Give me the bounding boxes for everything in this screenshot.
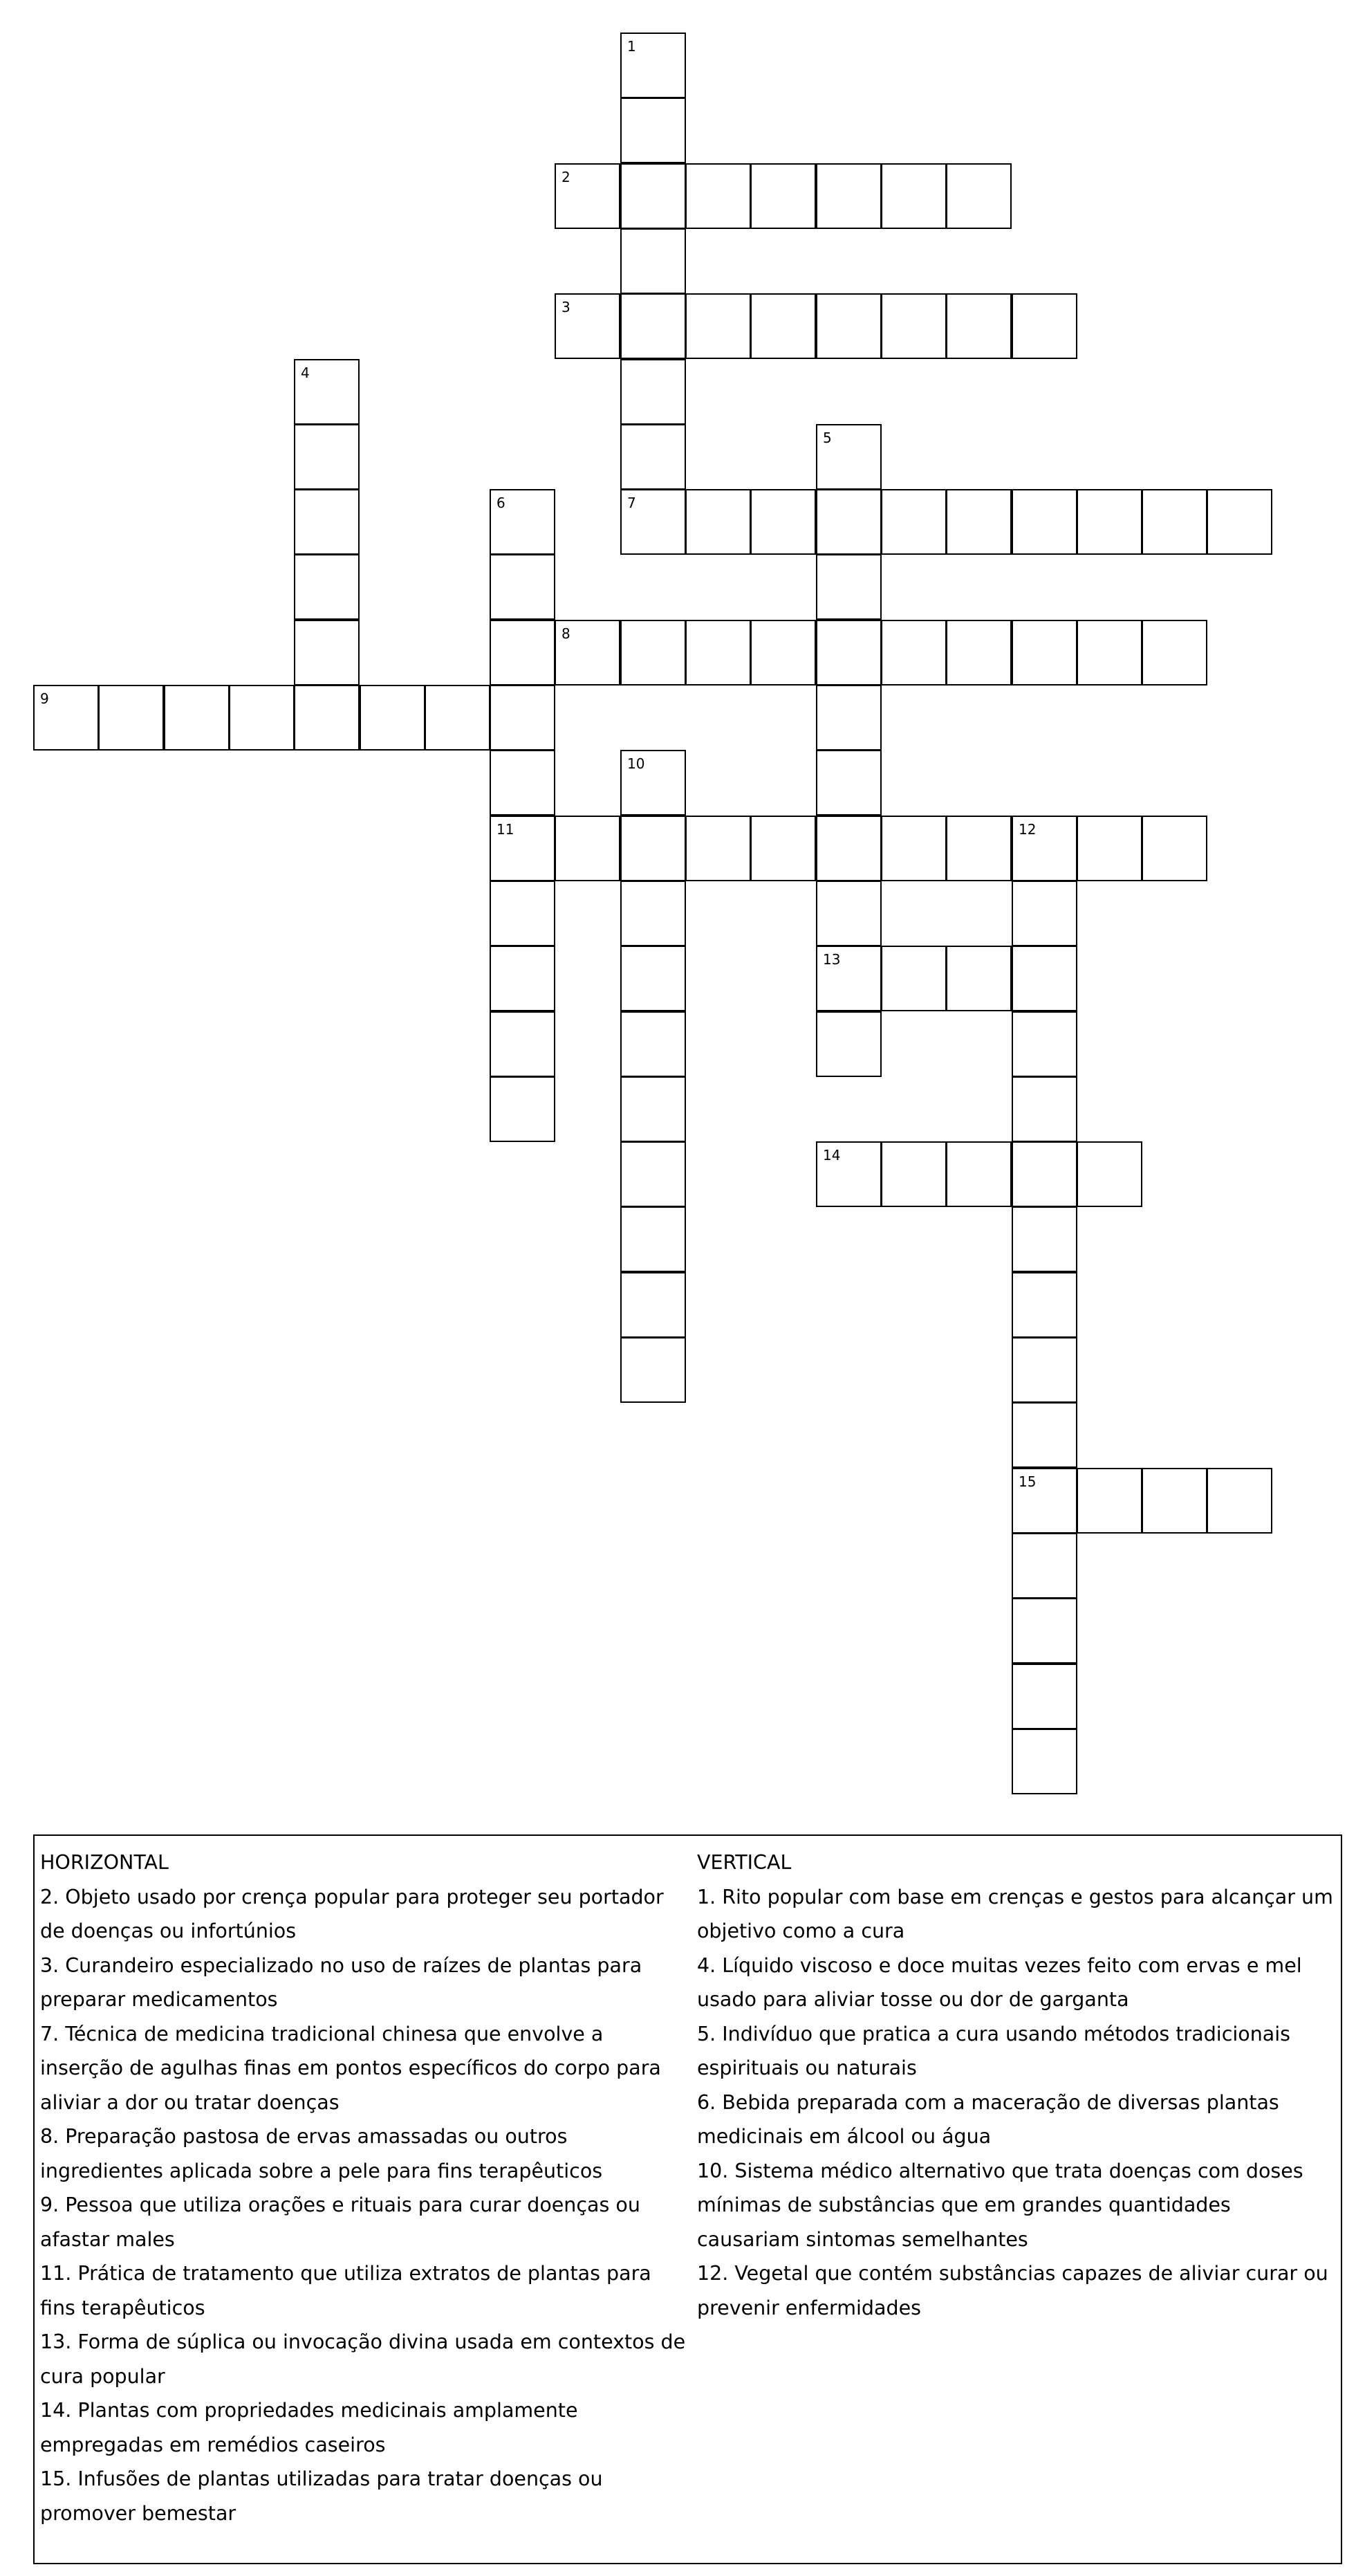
crossword-cell[interactable] bbox=[294, 359, 360, 425]
crossword-cell[interactable] bbox=[1142, 620, 1207, 686]
crossword-cell[interactable] bbox=[946, 293, 1012, 359]
crossword-cell[interactable] bbox=[881, 1141, 947, 1207]
clue-number: 2 bbox=[561, 169, 570, 185]
crossword-cell[interactable] bbox=[1012, 816, 1077, 881]
crossword-cell[interactable] bbox=[881, 293, 947, 359]
crossword-cell[interactable] bbox=[620, 424, 686, 490]
crossword-cell[interactable] bbox=[1012, 1598, 1077, 1664]
crossword-cell[interactable] bbox=[946, 816, 1012, 881]
clue-number: 15 bbox=[1019, 1473, 1037, 1490]
crossword-cell[interactable] bbox=[294, 489, 360, 555]
crossword-cell[interactable] bbox=[490, 620, 555, 686]
crossword-cell[interactable] bbox=[229, 685, 295, 751]
crossword-cell[interactable] bbox=[816, 1141, 882, 1207]
crossword-cell[interactable] bbox=[816, 424, 882, 490]
vertical-title: VERTICAL bbox=[697, 1851, 792, 1874]
crossword-cell[interactable] bbox=[1012, 1468, 1077, 1534]
vertical-clues bbox=[697, 1846, 1333, 2325]
crossword-cell[interactable] bbox=[490, 554, 555, 620]
horizontal-clues bbox=[40, 1846, 690, 2530]
crossword-cell[interactable] bbox=[750, 816, 816, 881]
crossword-cell[interactable] bbox=[816, 1011, 882, 1077]
crossword-cell[interactable] bbox=[1012, 489, 1077, 555]
crossword-cell[interactable] bbox=[816, 554, 882, 620]
crossword-cell[interactable] bbox=[946, 1141, 1012, 1207]
crossword-cell[interactable] bbox=[620, 1141, 686, 1207]
crossword-cell[interactable] bbox=[1012, 1272, 1077, 1338]
crossword-cell[interactable] bbox=[1077, 620, 1142, 686]
clue-horizontal-15: 15. Infusões de plantas utilizadas para tratar doenças ou promover bemestar bbox=[40, 2467, 603, 2525]
crossword-cell[interactable] bbox=[620, 489, 686, 555]
crossword-cell[interactable] bbox=[1012, 620, 1077, 686]
clue-number: 6 bbox=[496, 495, 505, 511]
crossword-cell[interactable] bbox=[1142, 816, 1207, 881]
crossword-cell[interactable] bbox=[620, 1272, 686, 1338]
crossword-cell[interactable] bbox=[1077, 489, 1142, 555]
clue-horizontal-8: 8. Preparação pastosa de ervas amassadas ou outros ingredientes aplicada sobre a pele para fins terapêuticos bbox=[40, 2125, 603, 2182]
crossword-cell[interactable] bbox=[1012, 1206, 1077, 1272]
clue-number: 3 bbox=[561, 299, 570, 315]
crossword-cell[interactable] bbox=[816, 881, 882, 946]
clue-number: 10 bbox=[627, 755, 645, 772]
crossword-cell[interactable] bbox=[620, 228, 686, 294]
clue-number: 1 bbox=[627, 38, 636, 55]
crossword-cell[interactable] bbox=[750, 293, 816, 359]
crossword-cell[interactable] bbox=[294, 554, 360, 620]
crossword-cell[interactable] bbox=[620, 750, 686, 816]
crossword-cell[interactable] bbox=[294, 424, 360, 490]
crossword-cell[interactable] bbox=[490, 946, 555, 1011]
crossword-cell[interactable] bbox=[881, 163, 947, 229]
crossword-cell[interactable] bbox=[490, 685, 555, 751]
crossword-cell[interactable] bbox=[620, 1337, 686, 1403]
clue-horizontal-3: 3. Curandeiro especializado no uso de raízes de plantas para preparar medicamentos bbox=[40, 1953, 642, 2011]
crossword-cell[interactable] bbox=[294, 685, 360, 751]
clue-horizontal-7: 7. Técnica de medicina tradicional chinesa que envolve a inserção de agulhas finas em pontos específicos do corpo para aliviar a dor ou tratar doenças bbox=[40, 2022, 661, 2114]
crossword-cell[interactable] bbox=[1012, 1141, 1077, 1207]
crossword-cell[interactable] bbox=[555, 163, 620, 229]
crossword-cell[interactable] bbox=[620, 33, 686, 98]
crossword-cell[interactable] bbox=[1012, 946, 1077, 1011]
crossword-cell[interactable] bbox=[490, 1076, 555, 1142]
crossword-cell[interactable] bbox=[1012, 881, 1077, 946]
clue-horizontal-14: 14. Plantas com propriedades medicinais amplamente empregadas em remédios caseiros bbox=[40, 2399, 578, 2456]
crossword-cell[interactable] bbox=[1012, 1533, 1077, 1599]
clue-number: 13 bbox=[823, 951, 841, 968]
crossword-cell[interactable] bbox=[685, 620, 751, 686]
crossword-cell[interactable] bbox=[620, 1011, 686, 1077]
clue-vertical-12: 12. Vegetal que contém substâncias capazes de aliviar curar ou prevenir enfermidades bbox=[697, 2262, 1328, 2319]
crossword-cell[interactable] bbox=[750, 489, 816, 555]
crossword-cell[interactable] bbox=[685, 293, 751, 359]
crossword-cell[interactable] bbox=[620, 293, 686, 359]
crossword-cell[interactable] bbox=[881, 620, 947, 686]
crossword-cell[interactable] bbox=[816, 163, 882, 229]
clue-vertical-6: 6. Bebida preparada com a maceração de diversas plantas medicinais em álcool ou água bbox=[697, 2090, 1279, 2148]
crossword-cell[interactable] bbox=[881, 816, 947, 881]
crossword-cell[interactable] bbox=[1077, 1468, 1142, 1534]
crossword-cell[interactable] bbox=[946, 620, 1012, 686]
crossword-cell[interactable] bbox=[816, 620, 882, 686]
crossword-cell[interactable] bbox=[490, 1011, 555, 1077]
crossword-cell[interactable] bbox=[555, 293, 620, 359]
clue-number: 8 bbox=[561, 625, 570, 642]
crossword-cell[interactable] bbox=[490, 816, 555, 881]
crossword-cell[interactable] bbox=[816, 685, 882, 751]
crossword-cell[interactable] bbox=[1077, 1141, 1142, 1207]
crossword-cell[interactable] bbox=[620, 98, 686, 163]
crossword-cell[interactable] bbox=[1142, 489, 1207, 555]
clue-number: 7 bbox=[627, 495, 636, 511]
clue-horizontal-9: 9. Pessoa que utiliza orações e rituais para curar doenças ou afastar males bbox=[40, 2193, 640, 2251]
crossword-cell[interactable] bbox=[946, 489, 1012, 555]
crossword-cell[interactable] bbox=[98, 685, 164, 751]
crossword-cell[interactable] bbox=[425, 685, 490, 751]
crossword-cell[interactable] bbox=[294, 620, 360, 686]
clue-vertical-5: 5. Indivíduo que pratica a cura usando métodos tradicionais espirituais ou naturais bbox=[697, 2022, 1291, 2079]
crossword-cell[interactable] bbox=[555, 816, 620, 881]
crossword-cell[interactable] bbox=[620, 946, 686, 1011]
clue-horizontal-2: 2. Objeto usado por crença popular para proteger seu portador de doenças ou infortúnios bbox=[40, 1885, 664, 1942]
clues-box bbox=[33, 1834, 1342, 2564]
crossword-cell[interactable] bbox=[685, 163, 751, 229]
crossword-cell[interactable] bbox=[881, 489, 947, 555]
crossword-cell[interactable] bbox=[1012, 1402, 1077, 1468]
crossword-cell[interactable] bbox=[1077, 816, 1142, 881]
crossword-cell[interactable] bbox=[946, 163, 1012, 229]
crossword-cell[interactable] bbox=[620, 1206, 686, 1272]
crossword-cell[interactable] bbox=[816, 750, 882, 816]
crossword-cell[interactable] bbox=[620, 163, 686, 229]
crossword-cell[interactable] bbox=[816, 293, 882, 359]
crossword-cell[interactable] bbox=[1207, 489, 1272, 555]
clue-vertical-4: 4. Líquido viscoso e doce muitas vezes feito com ervas e mel usado para aliviar tosse ou dor de garganta bbox=[697, 1953, 1302, 2011]
clue-vertical-10: 10. Sistema médico alternativo que trata doenças com doses mínimas de substâncias que em grandes quantidades causariam sintomas semelhantes bbox=[697, 2159, 1303, 2251]
crossword-cell[interactable] bbox=[1142, 1468, 1207, 1534]
crossword-cell[interactable] bbox=[946, 946, 1012, 1011]
clue-horizontal-13: 13. Forma de súplica ou invocação divina usada em contextos de cura popular bbox=[40, 2330, 686, 2388]
crossword-cell[interactable] bbox=[620, 359, 686, 425]
crossword-cell[interactable] bbox=[816, 489, 882, 555]
crossword-cell[interactable] bbox=[360, 685, 425, 751]
clue-number: 9 bbox=[40, 690, 49, 707]
clue-number: 5 bbox=[823, 430, 832, 446]
crossword-cell[interactable] bbox=[750, 163, 816, 229]
crossword-cell[interactable] bbox=[555, 620, 620, 686]
crossword-cell[interactable] bbox=[33, 685, 99, 751]
clue-number: 12 bbox=[1019, 821, 1037, 838]
crossword-cell[interactable] bbox=[490, 750, 555, 816]
crossword-cell[interactable] bbox=[1012, 1076, 1077, 1142]
crossword-cell[interactable] bbox=[1012, 1729, 1077, 1794]
crossword-cell[interactable] bbox=[490, 881, 555, 946]
crossword-cell[interactable] bbox=[750, 620, 816, 686]
horizontal-title: HORIZONTAL bbox=[40, 1851, 169, 1874]
crossword-cell[interactable] bbox=[1012, 293, 1077, 359]
crossword-cell[interactable] bbox=[1012, 1664, 1077, 1729]
crossword-cell[interactable] bbox=[620, 816, 686, 881]
crossword-cell[interactable] bbox=[685, 816, 751, 881]
crossword-cell[interactable] bbox=[620, 620, 686, 686]
crossword-cell[interactable] bbox=[620, 1076, 686, 1142]
crossword-cell[interactable] bbox=[620, 881, 686, 946]
crossword-cell[interactable] bbox=[1012, 1337, 1077, 1403]
clue-horizontal-11: 11. Prática de tratamento que utiliza extratos de plantas para fins terapêuticos bbox=[40, 2262, 651, 2319]
crossword-cell[interactable] bbox=[490, 489, 555, 555]
crossword-cell[interactable] bbox=[164, 685, 230, 751]
crossword-cell[interactable] bbox=[1207, 1468, 1272, 1534]
crossword-cell[interactable] bbox=[816, 816, 882, 881]
clue-number: 14 bbox=[823, 1147, 841, 1163]
crossword-cell[interactable] bbox=[881, 946, 947, 1011]
clue-number: 11 bbox=[496, 821, 514, 838]
clue-number: 4 bbox=[301, 365, 310, 381]
crossword-cell[interactable] bbox=[685, 489, 751, 555]
crossword-cell[interactable] bbox=[816, 946, 882, 1011]
crossword-cell[interactable] bbox=[1012, 1011, 1077, 1077]
clue-vertical-1: 1. Rito popular com base em crenças e gestos para alcançar um objetivo como a cura bbox=[697, 1885, 1333, 1942]
